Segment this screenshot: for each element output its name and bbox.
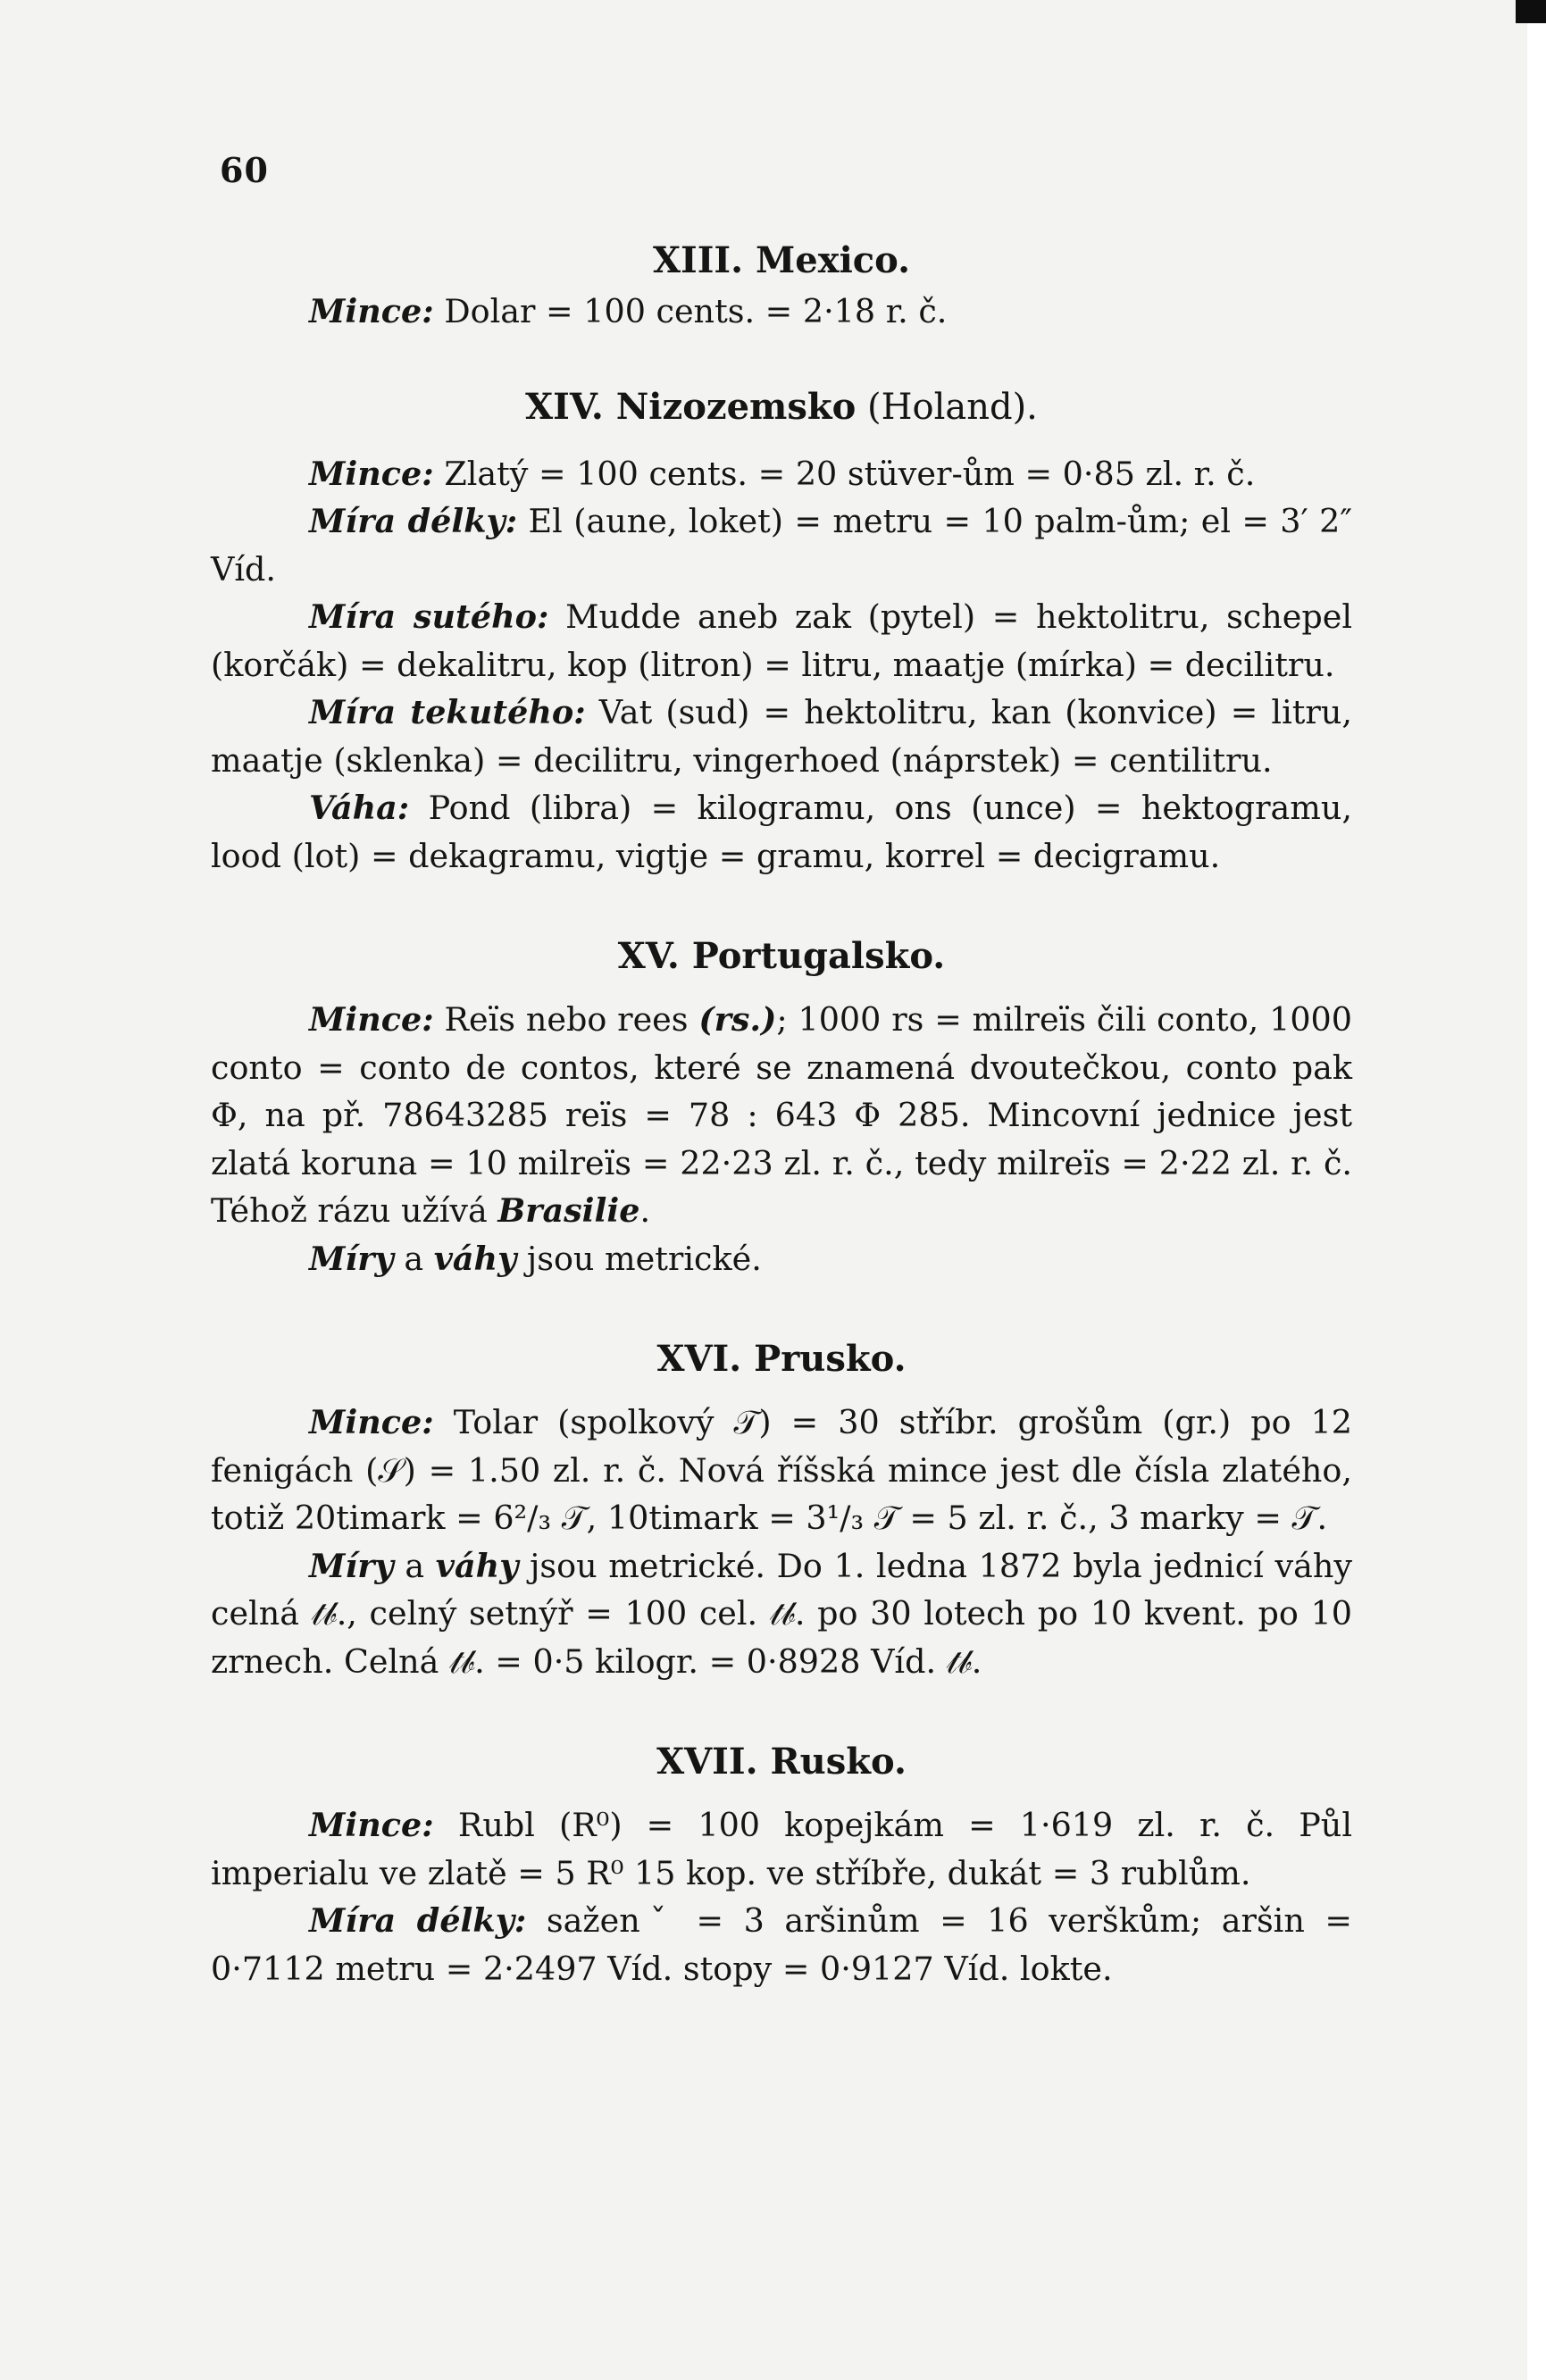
paragraph-text: Vat (sud) = hektolitru, kan (konvice) = litru, maatje (sklenka) = decilitru, vingerhoed (náprstek) = centilitru. (211, 693, 1352, 780)
paragraph-netherlands-length (211, 497, 1352, 593)
abbr-rs: (rs.) (698, 1000, 777, 1039)
section-heading-xiii: XIII. Mexico. (652, 239, 911, 281)
paragraph-text: Rubl (R⁰) = 100 kopejkám = 1·619 zl. r. č. Půl imperialu ve zlatě = 5 R⁰ 15 kop. ve stříbře, dukát = 3 rublům. (211, 1806, 1352, 1892)
page-content (211, 234, 1352, 1992)
paragraph-text: Reïs nebo rees (433, 1000, 699, 1039)
scan-margin (1527, 0, 1546, 2380)
paragraph-portugal-measures (211, 1235, 1352, 1283)
label-mira-tekuteho: Míra tekutého: (309, 693, 586, 731)
page-number: 60 (220, 150, 269, 190)
paragraph-text: jsou metrické. (516, 1239, 762, 1278)
paragraph-prussia-measures (211, 1542, 1352, 1686)
label-vaha: Váha: (309, 789, 410, 827)
label-mince: Mince: (309, 1806, 434, 1844)
paragraph-text: El (aune, loket) = metru = 10 palm-ům; el = 3′ 2″ Víd. (211, 502, 1352, 589)
word-brasilie: Brasilie (497, 1191, 640, 1230)
paragraph-text: Tolar (spolkový 𝒯) = 30 stříbr. grošům (gr.) po 12 fenigách (𝒮) = 1.50 zl. r. č. Nová říšská mince jest dle čísla zlatého, totiž 20timark = 6²/₃ 𝒯, 10timark = 3¹/₃ 𝒯 = 5 zl. r. č., 3 marky = 𝒯. (211, 1403, 1352, 1537)
section-heading-xvii: XVII. Rusko. (656, 1741, 907, 1783)
paragraph-netherlands-liquid (211, 689, 1352, 784)
paragraph-text: Pond (libra) = kilogramu, ons (unce) = hektogramu, lood (lot) = dekagramu, vigtje = gramu, korrel = decigramu. (211, 789, 1352, 875)
heading-title: XIV. Nizozemsko (525, 385, 857, 428)
scan-corner-shadow (1516, 0, 1546, 23)
paragraph-netherlands-coins (211, 450, 1352, 498)
paragraph-netherlands-weight (211, 784, 1352, 880)
paragraph-portugal-coins (211, 996, 1352, 1235)
paragraph-text: Zlatý = 100 cents. = 20 stüver-ům = 0·85 zl. r. č. (433, 454, 1256, 493)
label-mince: Mince: (309, 1000, 434, 1039)
paragraph-prussia-coins (211, 1399, 1352, 1542)
word-vahy: váhy (433, 1239, 517, 1278)
paragraph-text: saženˇ = 3 aršinům = 16 verškům; aršin = 0·7112 metru = 2·2497 Víd. stopy = 0·9127 Víd. lokte. (211, 1901, 1352, 1988)
paragraph-end: . (639, 1191, 651, 1230)
word-vahy: váhy (435, 1546, 519, 1585)
label-mince: Mince: (309, 454, 434, 493)
word-a: a (393, 1546, 436, 1585)
label-mince: Mince: (309, 292, 434, 330)
paragraph-text: jsou metrické. Do 1. ledna 1872 byla jednicí váhy celná 𝓉𝒷., celný setnýř = 100 cel. 𝓉𝒷. po 30 lotech po 10 kvent. po 10 zrnech. Celná 𝓉𝒷. = 0·5 kilogr. = 0·8928 Víd. 𝓉𝒷. (211, 1546, 1352, 1681)
section-heading-xiv (211, 380, 1352, 434)
label-mira-suteho: Míra sutého: (309, 597, 549, 636)
word-a: a (393, 1239, 434, 1278)
paragraph-russia-length (211, 1897, 1352, 1992)
section-heading-xvi: XVI. Prusko. (656, 1338, 907, 1380)
paragraph-russia-coins (211, 1801, 1352, 1897)
heading-subtitle: (Holand). (856, 386, 1038, 428)
word-miry: Míry (309, 1546, 394, 1585)
label-mira-delky: Míra délky: (309, 502, 518, 540)
paragraph-text: ; 1000 rs = milreïs čili conto, 1000 conto = conto de contos, které se znamená dvoutečkou, conto pak Φ, na př. 78643285 reïs = 78 : 643 Φ 285. Mincovní jednice jest zlatá koruna = 10 milreïs = 22·23 zl. r. č., tedy milreïs = 2·22 zl. r. č. Téhož rázu užívá (211, 1000, 1352, 1230)
word-miry: Míry (309, 1239, 394, 1278)
paragraph-text: Mudde aneb zak (pytel) = hektolitru, schepel (korčák) = dekalitru, kop (litron) = litru, maatje (mírka) = decilitru. (211, 597, 1352, 684)
section-heading-xv: XV. Portugalsko. (617, 935, 946, 977)
label-mira-delky: Míra délky: (309, 1901, 527, 1940)
paragraph-mexico-coins (211, 288, 1352, 336)
paragraph-netherlands-dry (211, 593, 1352, 689)
label-mince: Mince: (309, 1403, 434, 1441)
paragraph-text: Dolar = 100 cents. = 2·18 r. č. (433, 292, 948, 330)
